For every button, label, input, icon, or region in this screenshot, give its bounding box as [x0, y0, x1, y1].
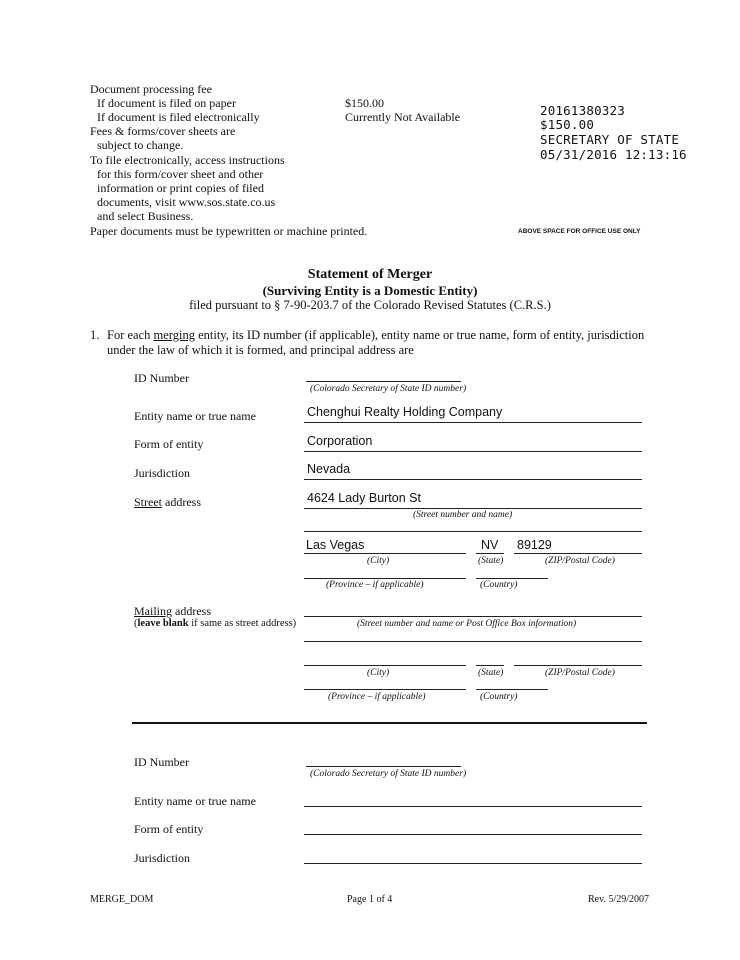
mailing-street-line[interactable]	[304, 616, 642, 617]
zip-line	[514, 553, 642, 554]
zip-value[interactable]: 89129	[517, 538, 552, 552]
form-of-entity-value[interactable]: Corporation	[307, 434, 373, 448]
province-caption: (Province – if applicable)	[326, 580, 424, 590]
street-address-line-2[interactable]	[304, 531, 642, 532]
fee-note-1: Fees & forms/cover sheets are	[90, 124, 236, 138]
statute-reference: filed pursuant to § 7-90-203.7 of the Colorado Revised Statutes (C.R.S.)	[189, 298, 551, 312]
mailing-address-label: Mailing address	[134, 604, 211, 618]
street-address-value[interactable]: 4624 Lady Burton St	[307, 491, 421, 505]
item-1-text: For each merging entity, its ID number (if applicable), entity name or true name, form of entity, jurisdiction	[107, 328, 645, 342]
mailing-city-line[interactable]	[304, 665, 466, 666]
mailing-country-line[interactable]	[476, 689, 548, 690]
electronic-instructions-1: To file electronically, access instructions	[90, 153, 285, 167]
electronic-instructions-3: information or print copies of filed	[97, 181, 264, 195]
street-caption: (Street number and name)	[413, 510, 513, 520]
form-of-entity-label-2: Form of entity	[134, 822, 204, 836]
id-number-line-2[interactable]	[306, 766, 461, 767]
entity-name-label: Entity name or true name	[134, 409, 256, 423]
item-1-text-line-2: under the law of which it is formed, and principal address are	[107, 343, 414, 357]
item-1-number: 1.	[90, 328, 100, 342]
state-line	[476, 553, 504, 554]
stamp-datetime: 05/31/2016 12:13:16	[540, 147, 687, 162]
stamp-amount: $150.00	[540, 117, 595, 132]
electronic-instructions-4: documents, visit www.sos.state.co.us	[97, 195, 276, 209]
fee-paper-amount: $150.00	[345, 96, 384, 110]
entity-name-line-2[interactable]	[304, 806, 642, 807]
electronic-instructions-2: for this form/cover sheet and other	[97, 167, 264, 181]
fee-title: Document processing fee	[90, 82, 212, 96]
country-line[interactable]	[476, 578, 548, 579]
id-number-label-2: ID Number	[134, 755, 189, 769]
revision-date: Rev. 5/29/2007	[588, 894, 650, 905]
page-subtitle: (Surviving Entity is a Domestic Entity)	[262, 283, 478, 298]
stamp-document-number: 20161380323	[540, 103, 625, 118]
street-address-label: Street address	[134, 495, 201, 509]
entity-name-label-2: Entity name or true name	[134, 794, 256, 808]
id-number-caption: (Colorado Secretary of State ID number)	[310, 384, 467, 394]
electronic-instructions-5: and select Business.	[97, 209, 194, 223]
state-value[interactable]: NV	[481, 538, 499, 552]
jurisdiction-label-2: Jurisdiction	[134, 851, 190, 865]
country-caption: (Country)	[480, 580, 518, 590]
mailing-state-caption: (State)	[478, 668, 504, 678]
jurisdiction-line	[304, 479, 642, 480]
jurisdiction-label: Jurisdiction	[134, 466, 190, 480]
fee-electronic-amount: Currently Not Available	[345, 110, 461, 124]
page-title: Statement of Merger	[307, 267, 433, 282]
fee-note-2: subject to change.	[97, 138, 184, 152]
fee-paper-label: If document is filed on paper	[97, 96, 236, 110]
office-use-note: ABOVE SPACE FOR OFFICE USE ONLY	[518, 228, 641, 235]
mailing-city-caption: (City)	[367, 668, 390, 678]
id-number-line[interactable]	[306, 381, 461, 382]
form-id: MERGE_DOM	[90, 894, 154, 905]
mailing-zip-caption: (ZIP/Postal Code)	[545, 668, 615, 678]
mailing-state-line[interactable]	[476, 665, 504, 666]
entity-name-line	[304, 422, 642, 423]
mailing-street-caption: (Street number and name or Post Office Box information)	[357, 619, 577, 629]
typewritten-note: Paper documents must be typewritten or machine printed.	[90, 224, 368, 238]
id-number-caption-2: (Colorado Secretary of State ID number)	[310, 769, 467, 779]
city-caption: (City)	[367, 556, 390, 566]
jurisdiction-line-2[interactable]	[304, 863, 642, 864]
zip-caption: (ZIP/Postal Code)	[545, 556, 615, 566]
page-number: Page 1 of 4	[347, 894, 393, 905]
province-line[interactable]	[304, 578, 466, 579]
entity-separator	[132, 722, 647, 724]
form-of-entity-line	[304, 451, 642, 452]
mailing-country-caption: (Country)	[480, 692, 518, 702]
mailing-province-line[interactable]	[304, 689, 466, 690]
jurisdiction-value[interactable]: Nevada	[307, 462, 351, 476]
stamp-office: SECRETARY OF STATE	[540, 132, 680, 147]
fee-electronic-label: If document is filed electronically	[97, 110, 260, 124]
form-of-entity-label: Form of entity	[134, 437, 204, 451]
mailing-province-caption: (Province – if applicable)	[328, 692, 426, 702]
form-of-entity-line-2[interactable]	[304, 834, 642, 835]
leave-blank-note: (leave blank if same as street address)	[134, 618, 297, 629]
street-address-line	[304, 508, 642, 509]
mailing-zip-line[interactable]	[514, 665, 642, 666]
city-line	[304, 553, 466, 554]
entity-name-value[interactable]: Chenghui Realty Holding Company	[307, 405, 503, 419]
state-caption: (State)	[478, 556, 504, 566]
mailing-street-line-2[interactable]	[304, 641, 642, 642]
city-value[interactable]: Las Vegas	[306, 538, 365, 552]
id-number-label: ID Number	[134, 371, 189, 385]
